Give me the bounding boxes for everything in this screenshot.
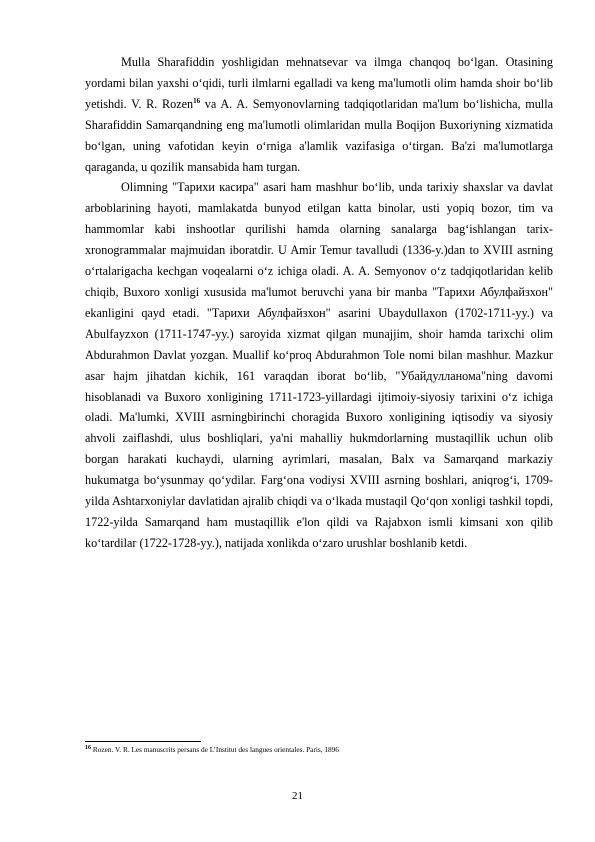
paragraph-1 bbox=[85, 52, 553, 177]
paragraph-1-text-before: Mulla Sharafiddin yoshligidan mehnatsevar va ilmga chanqoq boʻlgan. Otasining yordami bilan yaxshi oʻqidi, turli ilmlarni egalladi va keng ma'lumotli olim hamda shoir boʻlib yetishdi. V. R. Rozen bbox=[85, 55, 553, 111]
body-text bbox=[85, 52, 553, 554]
footnote-divider bbox=[85, 741, 201, 742]
paragraph-2: Olimning "Тарихи касира" asari ham mashhur boʻlib, unda tarixiy shaxslar va davlat arboblarining hayoti, mamlakatda bunyod etilgan katta binolar, usti yopiq bozor, tim va hammomlar kabi inshootlar qurilishi hamda olarning sanalarga bagʻishlangan tarix-xronogrammalar majmuidan iboratdir. U Amir Temur tavalludi (1336-y.)dan to XVIII asrning oʻrtalarigacha kechgan voqealarni oʻz ichiga oladi. A. A. Semyonov oʻz tadqiqotlaridan kelib chiqib, Buxoro xonligi xususida ma'lumot beruvchi yana bir manba "Тарихи Абулфайзхон" ekanligini qayd etadi. "Тарихи Абулфайзхон" asarini Ubaydullaxon (1702-1711-yy.) va Abulfayzxon (1711-1747-yy.) saroyida xizmat qilgan munajjim, shoir hamda tarixchi olim Abdurahmon Davlat yozgan. Muallif koʻproq Abdurahmon Tole nomi bilan mashhur. Mazkur asar hajm jihatdan kichik, 161 varaqdan iborat boʻlib, "Убайдулланома"ning davomi hisoblanadi va Buxoro xonligining 1711-1723-yillardagi ijtimoiy-siyosiy tarixini oʻz ichiga oladi. Ma'lumki, XVIII asrningbirinchi choragida Buxoro xonligining iqtisodiy va siyosiy ahvoli zaiflashdi, ulus boshliqlari, ya'ni mahalliy hukmdorlarning mustaqillik uchun olib borgan harakati kuchaydi, ularning ayrimlari, masalan, Balx va Samarqand markaziy hukumatga boʻysunmay qoʻydilar. Fargʻona vodiysi XVIII asrning boshlari, aniqrogʻi, 1709-yilda Ashtarxoniylar davlatidan ajralib chiqdi va oʻlkada mustaqil Qoʻqon xonligi tashkil topdi, 1722-yilda Samarqand ham mustaqillik e'lon qildi va Rajabxon ismli kimsani xon qilib koʻtardilar (1722-1728-yy.), natijada xonlikda oʻzaro urushlar boshlanib ketdi. bbox=[85, 180, 553, 550]
footnote bbox=[85, 745, 553, 755]
footnote-text: Rozen. V. R. Les manuscrits persans de L’Institut des langues orientales. Paris, 1896 bbox=[91, 745, 339, 754]
footnote-number: 16 bbox=[85, 745, 91, 751]
page-number: 21 bbox=[292, 790, 303, 802]
paragraph-1-text-after: va A. A. Semyonovlarning tadqiqotlaridan ma'lum boʻlishicha, mulla Sharafiddin Samarqandning eng ma'lumotli olimlaridan mulla Boqijon Buxoriyning xizmatida boʻlgan, uning vafotidan keyin oʻrniga a'lamlik vazifasiga oʻtirgan. Ba'zi ma'lumotlarga qaraganda, u qozilik mansabida ham turgan. bbox=[85, 96, 553, 174]
footnote-reference[interactable]: 16 bbox=[193, 96, 201, 105]
